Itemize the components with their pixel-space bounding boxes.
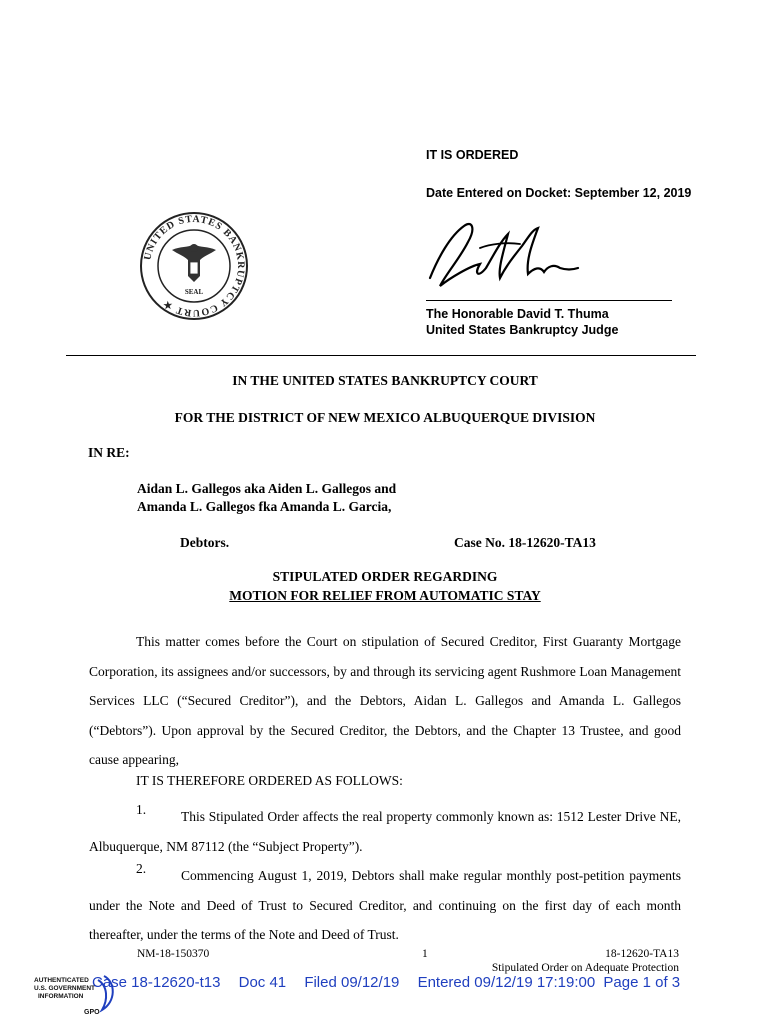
stamp-filed: Filed 09/12/19 <box>304 974 400 991</box>
court-name: IN THE UNITED STATES BANKRUPTCY COURT <box>232 373 538 388</box>
case-number: Case No. 18-12620-TA13 <box>454 535 596 550</box>
item-1-text <box>89 802 681 861</box>
ordered-heading: IT IS THEREFORE ORDERED AS FOLLOWS: <box>136 773 403 788</box>
judge-title: United States Bankruptcy Judge <box>426 323 619 337</box>
svg-text:GPO: GPO <box>84 1009 100 1016</box>
svg-text:INFORMATION: INFORMATION <box>38 993 84 1000</box>
judge-name: The Honorable David T. Thuma <box>426 307 609 321</box>
signature-line <box>426 300 672 301</box>
intro-paragraph-text: This matter comes before the Court on stipulation of Secured Creditor, First Guaranty Mortgage Corporation, its assignees and/or successors, by and through its servicing agent Rushmore Loan Management Services LLC (“Secured Creditor”), and the Debtors, Aidan L. Gallegos and Amanda L. Gallegos (“Debtors”). Upon approval by the Secured Creditor, the Debtors, and the Chapter 13 Trustee, and good cause appearing, <box>89 634 681 767</box>
stamp-doc: Doc 41 <box>238 974 287 991</box>
item-1-number: 1. <box>136 802 147 817</box>
court-district: FOR THE DISTRICT OF NEW MEXICO ALBUQUERQUE DIVISION <box>174 410 596 425</box>
item-2-body: Commencing August 1, 2019, Debtors shall make regular monthly post-petition payments under the Note and Deed of Trust to Secured Creditor, and continuing on the first day of each month thereafter, under the terms of the Note and Deed of Trust. <box>89 868 681 942</box>
debtors-label: Debtors. <box>180 535 230 550</box>
debtor-name-1: Aidan L. Gallegos aka Aiden L. Gallegos and <box>137 481 397 496</box>
footer-case-ref: 18-12620-TA13 <box>605 948 679 960</box>
stamp-entered: Entered 09/12/19 17:19:00 <box>417 974 596 991</box>
header-divider <box>66 355 696 356</box>
stamp-page: Page 1 of 3 <box>603 974 681 991</box>
order-heading: IT IS ORDERED <box>426 148 519 162</box>
court-seal <box>138 210 250 322</box>
svg-text:UNITED STATES BANKRUPTCY COURT: UNITED STATES BANKRUPTCY COURT ★ <box>142 213 247 319</box>
intro-paragraph <box>89 627 681 775</box>
debtor-name-2: Amanda L. Gallegos fka Amanda L. Garcia, <box>137 499 392 514</box>
footer-doc-description: Stipulated Order on Adequate Protection <box>491 962 679 974</box>
item-1-body: This Stipulated Order affects the real property commonly known as: 1512 Lester Drive NE, Albuquerque, NM 87112 (the “Subject Property”). <box>89 809 681 854</box>
document-title-line1: STIPULATED ORDER REGARDING <box>272 569 498 584</box>
stamp-case: Case 18-12620-t13 <box>92 974 221 991</box>
footer-page-number: 1 <box>422 948 428 960</box>
document-title-line2: MOTION FOR RELIEF FROM AUTOMATIC STAY <box>229 588 541 603</box>
item-2-number: 2. <box>136 861 147 876</box>
item-2-text <box>89 861 681 950</box>
date-entered: Date Entered on Docket: September 12, 2019 <box>426 186 692 200</box>
judge-signature <box>420 208 580 300</box>
filing-stamp <box>92 974 694 991</box>
footer-file-ref: NM-18-150370 <box>137 948 210 960</box>
in-re-label: IN RE: <box>88 445 130 460</box>
svg-text:SEAL: SEAL <box>184 288 204 296</box>
svg-text:U.S. GOVERNMENT: U.S. GOVERNMENT <box>34 985 96 992</box>
svg-text:AUTHENTICATED: AUTHENTICATED <box>34 977 89 984</box>
